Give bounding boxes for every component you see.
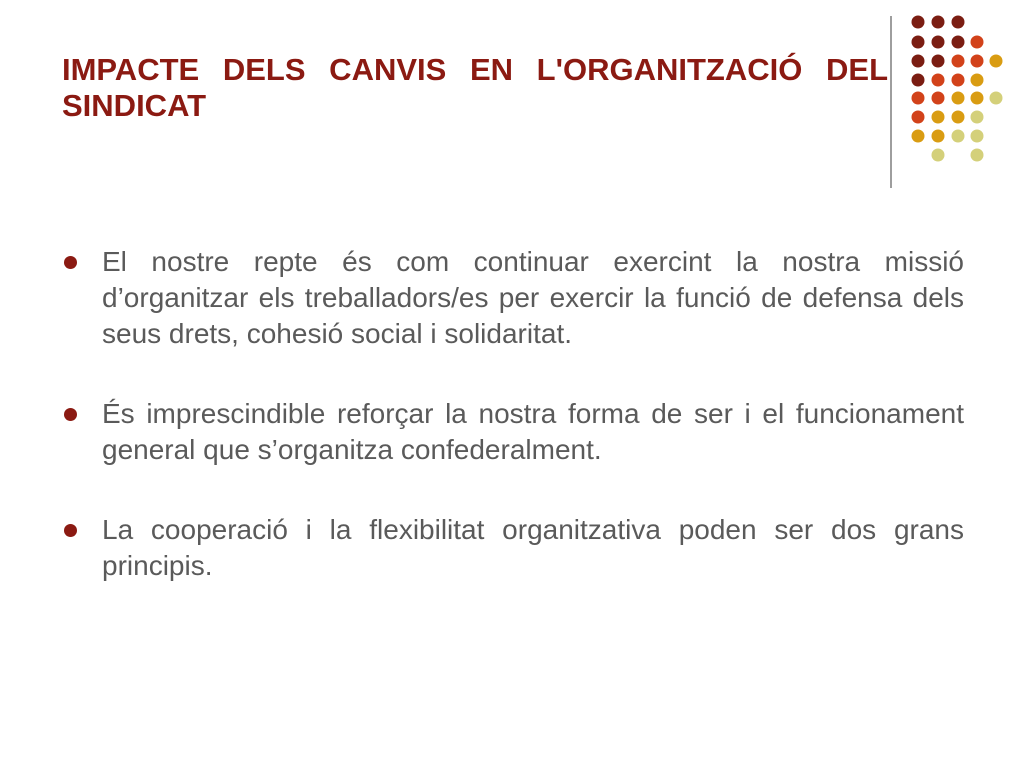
- bullet-text: És imprescindible reforçar la nostra forma de ser i el funcionament general que s’organitza confederalment.: [102, 398, 964, 465]
- decorative-dot: [912, 130, 925, 143]
- bullet-text: El nostre repte és com continuar exercint la nostra missió d’organitzar els treballadors/es per exercir la funció de defensa dels seus drets, cohesió social i solidaritat.: [102, 246, 964, 349]
- bullet-dot-icon: [64, 256, 77, 269]
- decorative-dot: [932, 130, 945, 143]
- decorative-dot: [971, 92, 984, 105]
- decorative-dot: [932, 55, 945, 68]
- decorative-dot: [912, 92, 925, 105]
- bullet-dot-icon: [64, 524, 77, 537]
- decorative-dot: [971, 111, 984, 124]
- decorative-dot: [912, 16, 925, 29]
- decorative-dot: [952, 36, 965, 49]
- bullet-text: La cooperació i la flexibilitat organitzativa poden ser dos grans principis.: [102, 514, 964, 581]
- decorative-dot: [932, 74, 945, 87]
- decorative-dot: [912, 74, 925, 87]
- decorative-dot: [912, 111, 925, 124]
- decorative-dot: [952, 111, 965, 124]
- slide-title: IMPACTE DELS CANVIS EN L'ORGANITZACIÓ DEL SINDICAT: [62, 52, 888, 123]
- decorative-dot: [932, 16, 945, 29]
- decorative-dot: [912, 36, 925, 49]
- bullet-list: [62, 244, 964, 628]
- decorative-dot: [952, 92, 965, 105]
- bullet-item: [62, 512, 964, 584]
- decorative-dot: [912, 55, 925, 68]
- decorative-dot: [932, 92, 945, 105]
- decorative-dot: [990, 92, 1003, 105]
- decorative-dot: [971, 130, 984, 143]
- decorative-dot: [932, 111, 945, 124]
- decorative-dot: [952, 130, 965, 143]
- decorative-dot: [932, 36, 945, 49]
- decorative-dot: [971, 74, 984, 87]
- decorative-dot: [971, 55, 984, 68]
- decorative-dot: [990, 55, 1003, 68]
- decorative-dot: [971, 36, 984, 49]
- decorative-dot: [971, 149, 984, 162]
- bullet-item: [62, 244, 964, 352]
- decorative-dot: [952, 74, 965, 87]
- decorative-dot: [952, 16, 965, 29]
- decorative-dot: [952, 55, 965, 68]
- decorative-dot: [932, 149, 945, 162]
- bullet-item: [62, 396, 964, 468]
- decorative-dot-pattern: [0, 0, 1024, 200]
- bullet-dot-icon: [64, 408, 77, 421]
